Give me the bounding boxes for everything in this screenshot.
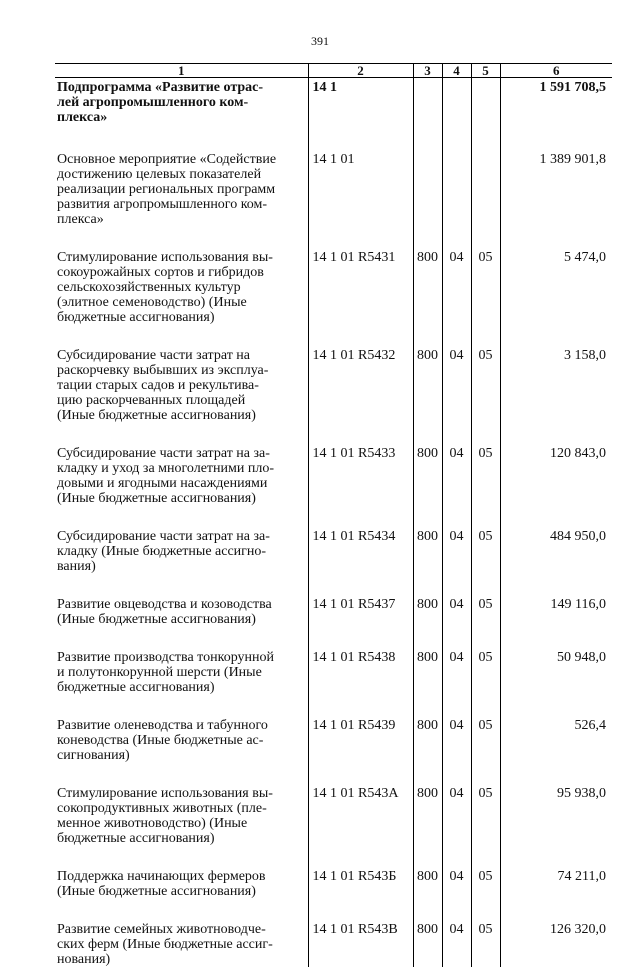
row-amount-cell: 74 211,0 <box>500 866 612 919</box>
row-amount-cell: 3 158,0 <box>500 345 612 443</box>
row-col5-cell: 05 <box>471 443 500 526</box>
table-row <box>55 443 612 526</box>
row-col4-cell <box>442 149 471 247</box>
row-name-cell: Стимулирование использования вы- сокопродуктивных животных (пле- менное животноводство) (Иные бюджетные ассигнования) <box>55 783 308 866</box>
table-row <box>55 783 612 866</box>
table-row <box>55 647 612 715</box>
row-col4-cell: 04 <box>442 526 471 594</box>
row-amount-cell: 126 320,0 <box>500 919 612 967</box>
row-amount-cell: 149 116,0 <box>500 594 612 647</box>
row-col4-cell <box>442 78 471 150</box>
row-col3-cell: 800 <box>413 647 442 715</box>
table-body <box>55 78 612 967</box>
table-row <box>55 78 612 150</box>
row-col3-cell: 800 <box>413 247 442 345</box>
row-col3-cell: 800 <box>413 526 442 594</box>
table-row <box>55 247 612 345</box>
page-number: 391 <box>0 34 640 49</box>
header-col-6: 6 <box>500 64 612 78</box>
row-col5-cell: 05 <box>471 783 500 866</box>
table-row <box>55 715 612 783</box>
row-amount-cell: 120 843,0 <box>500 443 612 526</box>
row-col5-cell: 05 <box>471 247 500 345</box>
row-amount-cell: 484 950,0 <box>500 526 612 594</box>
row-code-cell: 14 1 01 R5438 <box>308 647 413 715</box>
row-code-cell: 14 1 <box>308 78 413 150</box>
row-col4-cell: 04 <box>442 647 471 715</box>
header-col-5: 5 <box>471 64 500 78</box>
row-name-cell: Развитие семейных животноводче- ских ферм (Иные бюджетные ассиг- нования) <box>55 919 308 967</box>
row-name-cell: Развитие производства тонкорунной и полутонкорунной шерсти (Иные бюджетные ассигнования) <box>55 647 308 715</box>
row-name-cell: Основное мероприятие «Содействие достижению целевых показателей реализации региональных программ развития агропромышленного ком- плекса» <box>55 149 308 247</box>
row-code-cell: 14 1 01 R5434 <box>308 526 413 594</box>
row-col5-cell <box>471 78 500 150</box>
row-code-cell: 14 1 01 R5431 <box>308 247 413 345</box>
row-amount-cell: 50 948,0 <box>500 647 612 715</box>
budget-table <box>55 63 612 967</box>
table-header-row <box>55 64 612 78</box>
table-row <box>55 526 612 594</box>
table-row <box>55 345 612 443</box>
row-name-cell: Развитие оленеводства и табунного коневодства (Иные бюджетные ас- сигнования) <box>55 715 308 783</box>
header-col-2: 2 <box>308 64 413 78</box>
table-row <box>55 919 612 967</box>
row-name-cell: Субсидирование части затрат на за- кладку и уход за многолетними пло- довыми и ягодными насаждениями (Иные бюджетные ассигнования) <box>55 443 308 526</box>
row-name-cell: Субсидирование части затрат на за- кладку (Иные бюджетные ассигно- вания) <box>55 526 308 594</box>
row-col5-cell: 05 <box>471 647 500 715</box>
row-col3-cell: 800 <box>413 594 442 647</box>
row-name-cell: Подпрограмма «Развитие отрас- лей агропромышленного ком- плекса» <box>55 78 308 150</box>
row-code-cell: 14 1 01 R543Б <box>308 866 413 919</box>
row-col4-cell: 04 <box>442 345 471 443</box>
row-col3-cell: 800 <box>413 345 442 443</box>
row-code-cell: 14 1 01 R543А <box>308 783 413 866</box>
row-col3-cell: 800 <box>413 919 442 967</box>
row-col3-cell: 800 <box>413 866 442 919</box>
row-col5-cell: 05 <box>471 594 500 647</box>
row-col4-cell: 04 <box>442 783 471 866</box>
header-col-3: 3 <box>413 64 442 78</box>
row-col4-cell: 04 <box>442 247 471 345</box>
row-col3-cell: 800 <box>413 715 442 783</box>
row-col3-cell: 800 <box>413 443 442 526</box>
table-row <box>55 866 612 919</box>
row-name-cell: Поддержка начинающих фермеров (Иные бюджетные ассигнования) <box>55 866 308 919</box>
row-amount-cell: 526,4 <box>500 715 612 783</box>
row-col3-cell: 800 <box>413 783 442 866</box>
row-amount-cell: 5 474,0 <box>500 247 612 345</box>
row-col5-cell: 05 <box>471 715 500 783</box>
table-row <box>55 149 612 247</box>
row-name-cell: Субсидирование части затрат на раскорчевку выбывших из эксплуа- тации старых садов и рекультива- цию раскорчеванных площадей (Иные бюджетные ассигнования) <box>55 345 308 443</box>
budget-table-container <box>55 63 612 967</box>
header-col-4: 4 <box>442 64 471 78</box>
row-name-cell: Стимулирование использования вы- сокоурожайных сортов и гибридов сельскохозяйственных культур (элитное семеноводство) (Иные бюджетные ассигнования) <box>55 247 308 345</box>
row-col3-cell <box>413 78 442 150</box>
row-col5-cell: 05 <box>471 919 500 967</box>
row-col5-cell: 05 <box>471 526 500 594</box>
row-col4-cell: 04 <box>442 715 471 783</box>
row-col5-cell: 05 <box>471 345 500 443</box>
row-code-cell: 14 1 01 <box>308 149 413 247</box>
row-amount-cell: 1 591 708,5 <box>500 78 612 150</box>
row-name-cell: Развитие овцеводства и козоводства (Иные бюджетные ассигнования) <box>55 594 308 647</box>
row-amount-cell: 1 389 901,8 <box>500 149 612 247</box>
row-col4-cell: 04 <box>442 594 471 647</box>
row-code-cell: 14 1 01 R543В <box>308 919 413 967</box>
header-col-1: 1 <box>55 64 308 78</box>
row-col5-cell <box>471 149 500 247</box>
row-col5-cell: 05 <box>471 866 500 919</box>
row-code-cell: 14 1 01 R5439 <box>308 715 413 783</box>
row-code-cell: 14 1 01 R5433 <box>308 443 413 526</box>
row-col4-cell: 04 <box>442 866 471 919</box>
row-code-cell: 14 1 01 R5432 <box>308 345 413 443</box>
row-col3-cell <box>413 149 442 247</box>
row-col4-cell: 04 <box>442 443 471 526</box>
table-row <box>55 594 612 647</box>
row-amount-cell: 95 938,0 <box>500 783 612 866</box>
row-code-cell: 14 1 01 R5437 <box>308 594 413 647</box>
row-col4-cell: 04 <box>442 919 471 967</box>
